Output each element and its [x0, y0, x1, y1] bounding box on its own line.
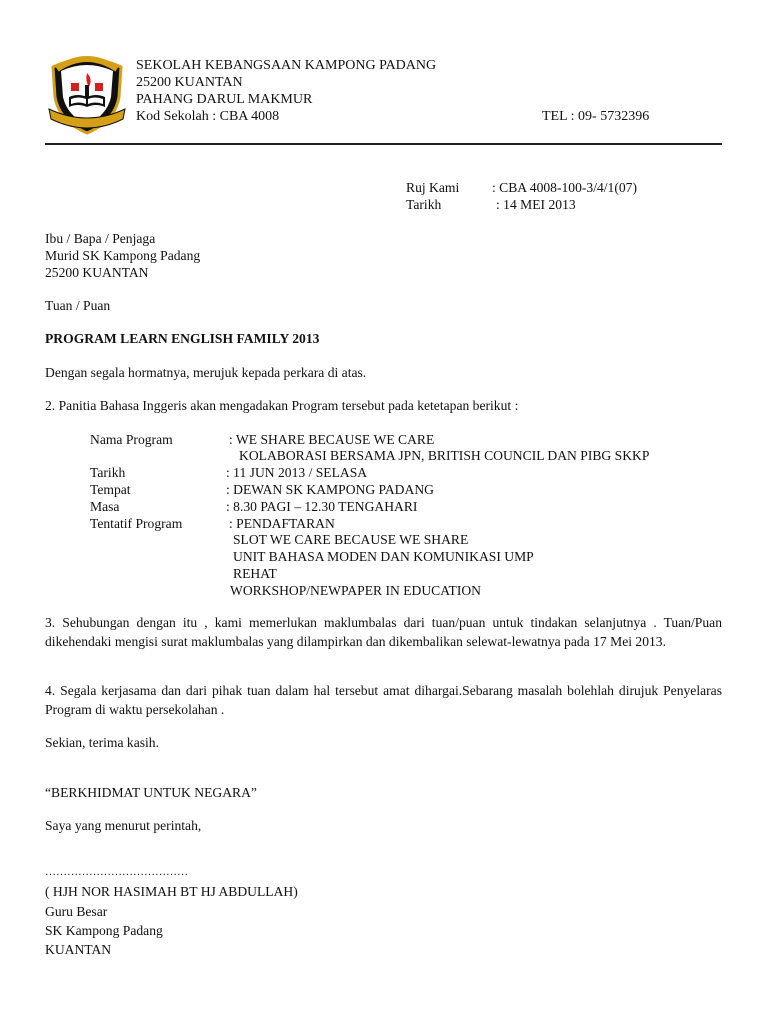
- school-phone: TEL : 09- 5732396: [542, 109, 650, 124]
- subject-heading: PROGRAM LEARN ENGLISH FAMILY 2013: [45, 331, 320, 346]
- detail-label-tentative: Tentatif Program: [90, 516, 183, 531]
- detail-label-venue: Tempat: [90, 482, 131, 497]
- detail-value-program-name: : WE SHARE BECAUSE WE CARE: [229, 432, 435, 447]
- sign-off: Saya yang menurut perintah,: [45, 818, 202, 833]
- tentative-item: REHAT: [233, 566, 277, 581]
- closing-line: Sekian, terima kasih.: [45, 735, 160, 750]
- tentative-item: SLOT WE CARE BECAUSE WE SHARE: [233, 532, 469, 547]
- detail-value-collaboration: KOLABORASI BERSAMA JPN, BRITISH COUNCIL DAN PIBG SKKP: [239, 448, 650, 463]
- signatory-city: KUANTAN: [45, 942, 112, 957]
- detail-label-time: Masa: [90, 499, 120, 514]
- date-label: Tarikh: [406, 197, 442, 212]
- detail-value-date: : 11 JUN 2013 / SELASA: [226, 465, 368, 480]
- tentative-item: UNIT BAHASA MODEN DAN KOMUNIKASI UMP: [233, 549, 534, 564]
- date-value: : 14 MEI 2013: [496, 197, 576, 212]
- recipient-line: Ibu / Bapa / Penjaga: [45, 231, 156, 246]
- opening-paragraph: Dengan segala hormatnya, merujuk kepada perkara di atas.: [45, 365, 367, 380]
- school-postcode-city: 25200 KUANTAN: [136, 75, 243, 90]
- detail-value-venue: : DEWAN SK KAMPONG PADANG: [226, 482, 434, 497]
- signature-dotted-line: …………………………………: [45, 866, 188, 878]
- paragraph-4: 4. Segala kerjasama dan dari pihak tuan dalam hal tersebut amat dihargai.Sebarang masalah bolehlah dirujuk Penyelaras Program di waktu persekolahan .: [45, 683, 722, 717]
- signatory-name: ( HJH NOR HASIMAH BT HJ ABDULLAH): [45, 884, 298, 899]
- tentative-item: : PENDAFTARAN: [229, 516, 335, 531]
- school-code: Kod Sekolah : CBA 4008: [136, 109, 280, 124]
- motto: “BERKHIDMAT UNTUK NEGARA”: [45, 785, 257, 800]
- detail-label-program-name: Nama Program: [90, 432, 173, 447]
- signatory-title: Guru Besar: [45, 904, 108, 919]
- reference-label: Ruj Kami: [406, 180, 460, 195]
- reference-value: : CBA 4008-100-3/4/1(07): [492, 180, 637, 195]
- detail-label-date: Tarikh: [90, 465, 126, 480]
- paragraph-3: 3. Sehubungan dengan itu , kami memerlukan maklumbalas dari tuan/puan untuk tindakan selanjutnya . Tuan/Puan dikehendaki mengisi surat maklumbalas yang dilampirkan dan dikembalikan selewat-lewatnya pada 17 Mei 2013.: [45, 615, 722, 649]
- tentative-item: WORKSHOP/NEWPAPER IN EDUCATION: [230, 583, 481, 598]
- detail-value-time: : 8.30 PAGI – 12.30 TENGAHARI: [226, 499, 418, 514]
- school-crest-logo: [47, 47, 127, 135]
- header-divider: [45, 143, 722, 145]
- school-state: PAHANG DARUL MAKMUR: [136, 92, 313, 107]
- school-name: SEKOLAH KEBANGSAAN KAMPONG PADANG: [136, 58, 437, 73]
- paragraph-2: 2. Panitia Bahasa Inggeris akan mengadakan Program tersebut pada ketetapan berikut :: [45, 398, 519, 413]
- recipient-line: 25200 KUANTAN: [45, 265, 149, 280]
- salutation: Tuan / Puan: [45, 298, 111, 313]
- signatory-school: SK Kampong Padang: [45, 923, 163, 938]
- recipient-line: Murid SK Kampong Padang: [45, 248, 201, 263]
